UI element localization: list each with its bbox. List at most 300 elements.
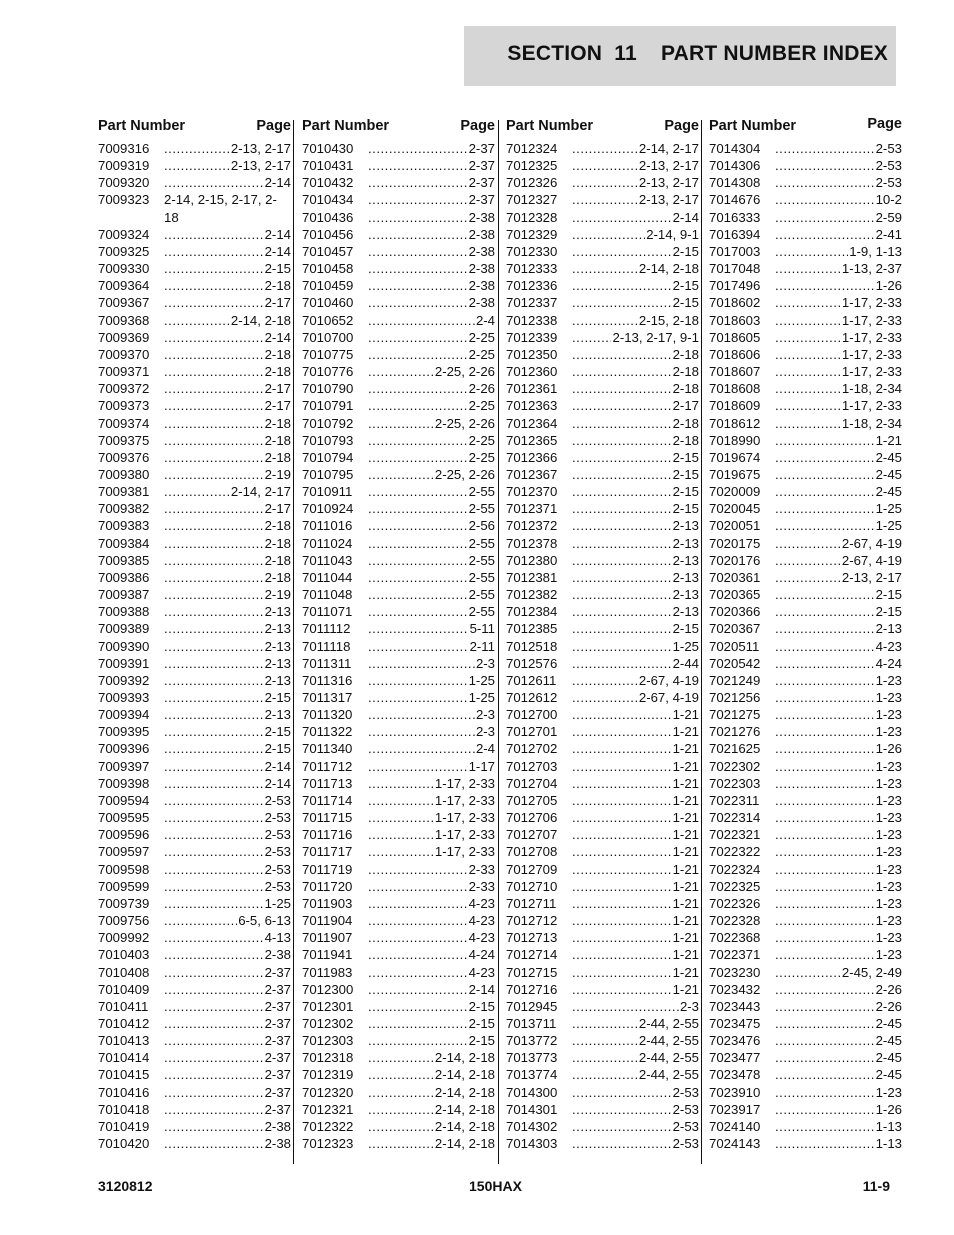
part-number: 7011903: [302, 895, 353, 911]
dot-leader: [368, 946, 468, 963]
dot-leader: [775, 929, 875, 946]
index-entry: [302, 603, 495, 620]
page-reference: 2-38: [468, 261, 495, 277]
page-reference: 2-38: [468, 226, 495, 242]
part-number: 7012715: [506, 964, 558, 980]
dot-leader: [164, 655, 264, 672]
column-divider: [293, 120, 294, 1164]
index-entry: [302, 466, 495, 483]
page-reference: 2-3: [475, 655, 495, 671]
index-entry: [302, 312, 495, 329]
dot-leader: [164, 363, 264, 380]
dot-leader: [368, 1015, 468, 1032]
dot-leader: [368, 1049, 434, 1066]
part-number: 7011712: [302, 758, 353, 774]
dot-leader: [164, 294, 264, 311]
index-entry: [709, 1135, 902, 1152]
dot-leader: [164, 569, 264, 586]
part-number: 7014304: [709, 141, 761, 156]
index-entry: [709, 346, 902, 363]
index-entry: [98, 706, 291, 723]
page-reference: 1-25: [468, 690, 495, 705]
dot-leader: [164, 157, 230, 174]
page-reference: 2-37: [264, 964, 291, 980]
part-number: 7012326: [506, 175, 558, 191]
part-number: 7022324: [709, 861, 761, 877]
part-number: 7009380: [98, 466, 150, 482]
part-number: 7020365: [709, 587, 761, 603]
index-entry: [98, 552, 291, 569]
column-header: [709, 118, 902, 140]
part-number: 7012328: [506, 209, 558, 225]
index-entry: [709, 191, 902, 208]
part-number: 7011112: [302, 621, 351, 637]
part-number: 7021275: [709, 707, 761, 723]
part-number: 7012707: [506, 827, 558, 843]
index-entry: [709, 964, 902, 981]
dot-leader: [368, 432, 468, 449]
part-number: 7014676: [709, 192, 761, 208]
dot-leader: [368, 809, 434, 826]
page-reference: 1-13: [875, 1118, 902, 1134]
part-number: 7012576: [506, 655, 558, 671]
part-number: 7009372: [98, 381, 150, 397]
part-number: 7011316: [302, 672, 353, 688]
dot-leader: [572, 415, 672, 432]
part-number: 7021256: [709, 690, 761, 705]
index-entry: [302, 843, 495, 860]
part-number: 7012709: [506, 861, 558, 877]
dot-leader: [572, 312, 638, 329]
page-reference: 1-17, 2-33: [841, 312, 902, 328]
part-number: 7012714: [506, 947, 558, 963]
page-reference: 1-23: [875, 913, 902, 929]
part-number: 7009371: [98, 364, 150, 380]
part-number: 7022371: [709, 947, 761, 963]
index-entry: [709, 1032, 902, 1049]
part-number: 7011320: [302, 707, 353, 723]
dot-leader: [368, 140, 468, 157]
dot-leader: [368, 294, 468, 311]
page-reference: 1-23: [875, 707, 902, 723]
index-entry: [98, 895, 291, 912]
part-number: 7012700: [506, 707, 558, 723]
footer-page-number: 11-9: [862, 1178, 890, 1194]
dot-leader: [368, 775, 434, 792]
index-entry: [98, 878, 291, 895]
index-entry: [506, 226, 699, 243]
index-entry: [506, 1101, 699, 1118]
dot-leader: [572, 466, 672, 483]
index-entry: [302, 809, 495, 826]
index-entry: [98, 964, 291, 981]
dot-leader: [572, 689, 638, 706]
index-entry: [709, 260, 902, 277]
part-number: 7012338: [506, 312, 558, 328]
dot-leader: [775, 878, 875, 895]
page-reference: 2-15: [672, 466, 699, 482]
index-entry: [98, 191, 291, 225]
dot-leader: [368, 620, 469, 637]
index-entry: [506, 758, 699, 775]
dot-leader: [368, 312, 475, 329]
page-reference: 2-15: [264, 724, 291, 740]
index-entry: [302, 964, 495, 981]
page-reference: 2-53: [672, 1084, 699, 1100]
dot-leader: [572, 1118, 672, 1135]
part-number: 7016333: [709, 209, 761, 225]
page-reference: 2-15: [264, 690, 291, 705]
index-entry: [98, 792, 291, 809]
page-reference: 2-56: [468, 518, 495, 534]
index-entry: [506, 981, 699, 998]
dot-leader: [775, 466, 875, 483]
dot-leader: [775, 620, 875, 637]
index-entry: [709, 689, 902, 706]
part-number: 7010793: [302, 432, 354, 448]
index-entry: [709, 1066, 902, 1083]
part-number: 7023475: [709, 1015, 761, 1031]
dot-leader: [368, 655, 475, 672]
index-entry: [302, 552, 495, 569]
part-number: 7012378: [506, 535, 558, 551]
page-reference: 1-17: [468, 758, 495, 774]
part-number: 7010420: [98, 1136, 150, 1152]
index-entry: [709, 312, 902, 329]
dot-leader: [164, 449, 264, 466]
part-number: 7010775: [302, 346, 354, 362]
part-number: 7014301: [506, 1101, 558, 1117]
index-entry: [506, 363, 699, 380]
part-number: 7022322: [709, 844, 761, 860]
part-number: 7010418: [98, 1101, 150, 1117]
dot-leader: [572, 981, 672, 998]
index-entry: [709, 517, 902, 534]
dot-leader: [368, 483, 468, 500]
page-reference: 1-23: [875, 792, 902, 808]
index-entry: [506, 140, 699, 157]
index-entry: [98, 981, 291, 998]
part-number: 7010408: [98, 964, 150, 980]
dot-leader: [775, 895, 875, 912]
index-entry: [506, 243, 699, 260]
index-column-3: [506, 118, 699, 1152]
page-reference: 2-53: [264, 844, 291, 860]
dot-leader: [775, 569, 841, 586]
index-entry: [302, 277, 495, 294]
part-number: 7012367: [506, 466, 558, 482]
page-reference: 2-11: [469, 638, 495, 654]
index-entry: [506, 809, 699, 826]
part-number: 7022321: [709, 827, 761, 843]
part-number: 7012708: [506, 844, 558, 860]
page-reference: 4-24: [468, 947, 495, 963]
part-number: 7012372: [506, 518, 558, 534]
dot-leader: [572, 209, 672, 226]
page-reference: 2-25, 2-26: [434, 364, 495, 380]
index-entry: [506, 775, 699, 792]
dot-leader: [775, 843, 875, 860]
page-reference: 2-55: [468, 484, 495, 500]
dot-leader: [164, 329, 264, 346]
dot-leader: [572, 483, 672, 500]
column-header: [302, 118, 495, 140]
dot-leader: [775, 209, 875, 226]
index-entry: [98, 620, 291, 637]
page-reference: 2-14, 2-17: [638, 141, 699, 156]
part-number: 7017496: [709, 278, 761, 294]
dot-leader: [164, 226, 264, 243]
page-reference: 1-23: [875, 827, 902, 843]
dot-leader: [164, 912, 237, 929]
index-entry: [98, 740, 291, 757]
page-reference: 2-18: [672, 364, 699, 380]
dot-leader: [164, 312, 230, 329]
part-number: 7021276: [709, 724, 761, 740]
dot-leader: [164, 775, 264, 792]
dot-leader: [775, 809, 875, 826]
page-reference: 2-18: [264, 535, 291, 551]
page-reference: 1-17, 2-33: [841, 295, 902, 311]
index-entry: [506, 792, 699, 809]
part-number: 7012319: [302, 1067, 354, 1083]
part-number: 7012322: [302, 1118, 354, 1134]
dot-leader: [368, 466, 434, 483]
dot-leader: [368, 912, 468, 929]
page-reference: 2-25: [468, 449, 495, 465]
part-number: 7020511: [709, 638, 760, 654]
index-entry: [98, 1066, 291, 1083]
dot-leader: [572, 294, 672, 311]
index-entry: [302, 517, 495, 534]
dot-leader: [775, 1015, 875, 1032]
dot-leader: [164, 466, 264, 483]
part-number: 7010457: [302, 243, 354, 259]
part-number: 7009596: [98, 827, 150, 843]
dot-leader: [164, 826, 264, 843]
index-entry: [506, 397, 699, 414]
page-reference: 2-55: [468, 535, 495, 551]
index-entry: [709, 226, 902, 243]
index-column-4: [709, 118, 902, 1152]
page-reference: 2-55: [468, 604, 495, 620]
dot-leader: [572, 638, 672, 655]
part-number: 7022303: [709, 775, 761, 791]
part-number: 7011907: [302, 930, 353, 946]
dot-leader: [775, 740, 875, 757]
dot-leader: [775, 981, 875, 998]
index-entry: [506, 843, 699, 860]
index-entry: [709, 466, 902, 483]
index-entry: [709, 449, 902, 466]
dot-leader: [368, 603, 468, 620]
part-number: 7018605: [709, 329, 761, 345]
index-entry: [302, 912, 495, 929]
index-entry: [302, 758, 495, 775]
index-entry: [506, 294, 699, 311]
index-entry: [98, 1101, 291, 1118]
page-reference: 2-53: [264, 878, 291, 894]
part-number: 7009367: [98, 295, 150, 311]
index-entry: [506, 569, 699, 586]
dot-leader: [164, 397, 264, 414]
dot-leader: [368, 191, 468, 208]
part-number: 7009375: [98, 432, 150, 448]
index-entry: [98, 929, 291, 946]
part-number: 7009599: [98, 878, 150, 894]
index-entry: [709, 209, 902, 226]
part-number: 7012382: [506, 587, 558, 603]
dot-leader: [368, 586, 468, 603]
part-number: 7019675: [709, 466, 761, 482]
page-reference: 2-13: [672, 569, 699, 585]
page-reference: 2-15: [672, 501, 699, 517]
index-entry: [709, 981, 902, 998]
part-number: 7010409: [98, 981, 150, 997]
dot-leader: [775, 277, 875, 294]
page-reference: 2-14, 2-18: [434, 1101, 495, 1117]
dot-leader: [368, 380, 468, 397]
dot-leader: [368, 329, 468, 346]
index-entry: [98, 689, 291, 706]
dot-leader: [775, 672, 875, 689]
part-number: 7011322: [302, 724, 353, 740]
dot-leader: [164, 277, 264, 294]
index-entry: [302, 998, 495, 1015]
page-reference: 1-23: [875, 758, 902, 774]
page-reference: 1-17, 2-33: [434, 827, 495, 843]
page-reference: 1-21: [672, 741, 699, 757]
index-entry: [506, 449, 699, 466]
index-entry: [506, 912, 699, 929]
index-entry: [302, 1032, 495, 1049]
dot-leader: [368, 895, 468, 912]
part-number: 7012704: [506, 775, 558, 791]
page-reference: 2-15: [875, 604, 902, 620]
page-reference: 2-17: [264, 398, 291, 414]
part-number: 7010412: [98, 1015, 150, 1031]
page-reference: 2-17: [264, 501, 291, 517]
dot-leader: [164, 1135, 264, 1152]
dot-leader: [368, 792, 434, 809]
part-number: 7012713: [506, 930, 558, 946]
index-entry: [98, 1084, 291, 1101]
page-reference: 1-26: [875, 278, 902, 294]
page-reference: 2-44, 2-55: [638, 1050, 699, 1066]
page-reference: 2-55: [468, 587, 495, 603]
part-number: 7009383: [98, 518, 150, 534]
part-number: 7012321: [302, 1101, 354, 1117]
part-number: 7012706: [506, 810, 558, 826]
part-number: 7009387: [98, 587, 150, 603]
index-entry: [302, 449, 495, 466]
part-number: 7010700: [302, 329, 354, 345]
page-reference: 2-18: [672, 432, 699, 448]
part-number: 7022326: [709, 895, 761, 911]
dot-leader: [368, 397, 468, 414]
dot-leader: [368, 826, 434, 843]
dot-leader: [164, 740, 264, 757]
page-reference: 1-21: [672, 707, 699, 723]
part-number: 7010416: [98, 1084, 150, 1100]
page-reference: 4-23: [468, 895, 495, 911]
page-reference: 1-17, 2-33: [434, 810, 495, 826]
dot-leader: [368, 415, 434, 432]
page-reference: 1-21: [672, 792, 699, 808]
part-number: 7017003: [709, 243, 761, 259]
dot-leader: [572, 740, 672, 757]
dot-leader: [572, 912, 672, 929]
page-reference: 1-25: [468, 672, 495, 688]
dot-leader: [368, 1135, 434, 1152]
dot-leader: [164, 586, 264, 603]
part-number: 7020361: [709, 569, 761, 585]
page-reference: 1-21: [672, 930, 699, 946]
index-entry: [506, 861, 699, 878]
part-number: 7009381: [98, 484, 150, 500]
dot-leader: [164, 483, 230, 500]
index-entry: [98, 415, 291, 432]
index-entry: [506, 1118, 699, 1135]
part-number: 7012329: [506, 226, 558, 242]
index-entry: [506, 586, 699, 603]
part-number: 7014306: [709, 158, 761, 174]
footer-doc-number: 3120812: [98, 1178, 153, 1194]
index-entry: [302, 226, 495, 243]
index-entry: [709, 843, 902, 860]
part-number: 7012363: [506, 398, 558, 414]
dot-leader: [775, 363, 841, 380]
part-number: 7010403: [98, 947, 150, 963]
index-entry: [709, 415, 902, 432]
dot-leader: [368, 964, 468, 981]
part-number: 7010419: [98, 1118, 150, 1134]
dot-leader: [775, 535, 841, 552]
page-reference: 1-17, 2-33: [434, 775, 495, 791]
part-number: 7023917: [709, 1101, 761, 1117]
page-reference: 1-23: [875, 878, 902, 894]
page-reference: 1-17, 2-33: [841, 346, 902, 362]
dot-leader: [164, 552, 264, 569]
dot-leader: [572, 535, 672, 552]
page-reference: 10-2: [875, 192, 902, 208]
part-number: 7009369: [98, 329, 150, 345]
index-entry: [302, 1135, 495, 1152]
page-reference: 2-37: [264, 1067, 291, 1083]
page-header: Page: [867, 116, 902, 132]
index-entry: [709, 140, 902, 157]
part-number: 7010791: [302, 398, 354, 414]
part-number: 7011024: [302, 535, 353, 551]
page-reference: 2-14: [264, 758, 291, 774]
page-reference: 2-15: [672, 449, 699, 465]
dot-leader: [775, 294, 841, 311]
page-reference: 2-45, 2-49: [841, 964, 902, 980]
index-entry: [302, 895, 495, 912]
page-reference: 5-11: [469, 621, 495, 637]
index-entry: [709, 946, 902, 963]
part-number: 7011016: [302, 518, 353, 534]
part-number: 7012325: [506, 158, 558, 174]
page-reference: 2-15: [264, 741, 291, 757]
page-reference: 2-37: [264, 1015, 291, 1031]
part-number: 7014302: [506, 1118, 558, 1134]
part-number: 7010795: [302, 466, 354, 482]
part-number: 7011719: [302, 861, 353, 877]
part-number: 7012336: [506, 278, 558, 294]
dot-leader: [164, 603, 264, 620]
part-number: 7009386: [98, 569, 150, 585]
